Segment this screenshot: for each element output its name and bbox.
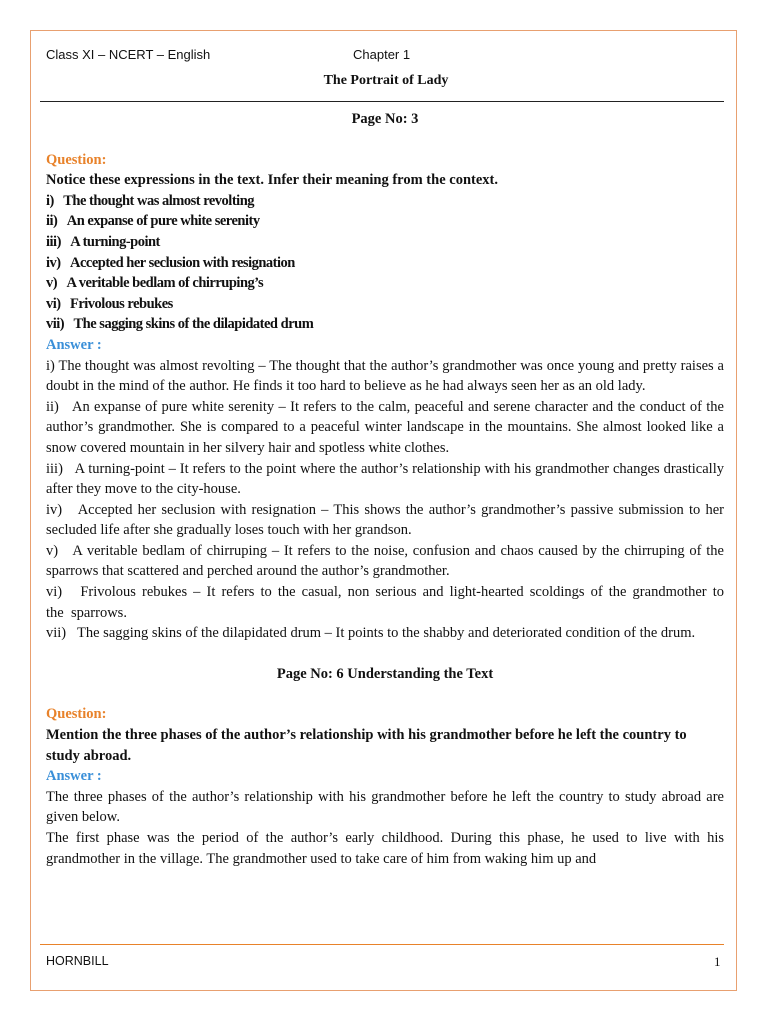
footer-divider <box>40 944 724 945</box>
answer-label: Answer : <box>46 768 102 785</box>
expression-item: i) The thought was almost revolting <box>46 192 255 209</box>
answer-paragraph: vi) Frivolous rebukes – It refers to the casual, non serious and light-hearted scoldings of the grandmother to the sparrows. <box>46 584 724 621</box>
answer-paragraph: iii) A turning-point – It refers to the point where the author’s relationship with his grandmother changes drastically after they move to the city-house. <box>46 460 724 498</box>
expression-item: vii) The sagging skins of the dilapidated drum <box>46 316 314 333</box>
expression-item: v) A veritable bedlam of chirruping’s <box>46 275 264 292</box>
footer-page-number: 1 <box>714 954 721 969</box>
answer-paragraph: i) The thought was almost revolting – The thought that the author’s grandmother was once young and pretty raises a doubt in the mind of the author. He finds it too hard to believe as he had always seen her as an old lady. <box>46 357 724 395</box>
question-text: Notice these expressions in the text. Infer their meaning from the context. <box>46 172 498 189</box>
header-divider <box>40 101 724 102</box>
footer-book-name: HORNBILL <box>46 954 109 968</box>
expression-item: vi) Frivolous rebukes <box>46 295 173 312</box>
header-chapter: Chapter 1 <box>353 47 411 62</box>
header <box>46 47 726 67</box>
chapter-title: The Portrait of Lady <box>323 73 449 88</box>
page-no-heading: Page No: 6 Understanding the Text <box>276 665 494 682</box>
page-no-heading: Page No: 3 <box>351 111 419 127</box>
expression-item: iv) Accepted her seclusion with resignation <box>46 254 295 271</box>
expression-item: ii) An expanse of pure white serenity <box>46 213 260 230</box>
answer-paragraph: v) A veritable bedlam of chirruping – It refers to the noise, confusion and chaos caused by the chirruping of the sparrows that scattered and perched around the author’s grandmother. <box>46 542 724 580</box>
answer-paragraph: iv) Accepted her seclusion with resignation – This shows the author’s grandmother’s passive submission to her secluded life after she gradually loses touch with her grandson. <box>46 501 724 539</box>
answer-paragraph: ii) An expanse of pure white serenity – It refers to the calm, peaceful and serene character and the conduct of the author’s grandmother. She is compared to a peaceful winter landscape in the mountains. She almost looked like a snow covered mountain in her silvery hair and spotless white clothes. <box>46 398 724 456</box>
answer-label: Answer : <box>46 336 102 353</box>
question-label: Question: <box>46 706 107 723</box>
question-text: Mention the three phases of the author’s relationship with his grandmother before he left the country to study abroad. <box>46 727 687 764</box>
answer-paragraph: The first phase was the period of the author’s early childhood. During this phase, he used to live with his grandmother in the village. The grandmother used to take care of him from waking him up and <box>46 830 724 867</box>
expression-list <box>46 191 724 335</box>
header-class-label: Class XI – NCERT – English <box>46 47 211 62</box>
answer-paragraph: The three phases of the author’s relationship with his grandmother before he left the country to study abroad are given below. <box>46 788 724 826</box>
expression-item: iii) A turning-point <box>46 233 160 250</box>
document-body <box>46 109 724 869</box>
question-label: Question: <box>46 151 107 168</box>
answer-paragraph: vii) The sagging skins of the dilapidated drum – It points to the shabby and deteriorated condition of the drum. <box>46 625 696 642</box>
